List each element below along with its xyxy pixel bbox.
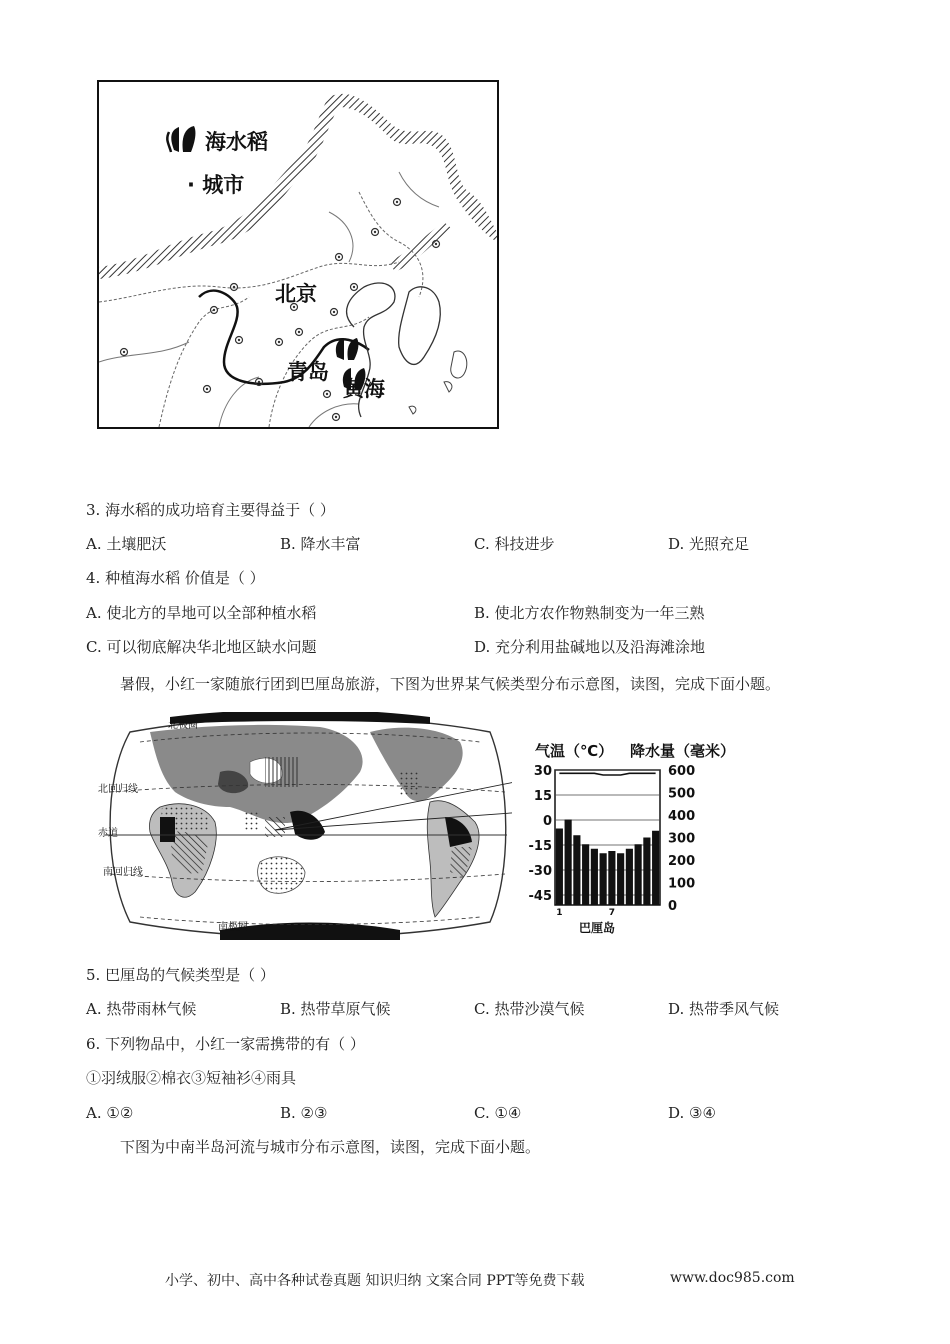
legend-rice-label: 海水稻	[205, 130, 268, 154]
climate-chart-plot	[525, 760, 755, 930]
precip-bar	[617, 853, 624, 905]
month-tick-label: 7	[608, 908, 616, 918]
q4-option-a[interactable]: A. 使北方的旱地可以全部种植水稻	[86, 604, 317, 622]
temp-axis-label: 气温（℃）	[535, 742, 614, 760]
temp-tick-label: -15	[528, 839, 552, 854]
temp-tick-label: 30	[533, 764, 552, 779]
q6-option-b[interactable]: B. ②③	[280, 1104, 328, 1122]
precip-bar	[565, 820, 572, 906]
q5-option-d[interactable]: D. 热带季风气候	[668, 1000, 780, 1018]
place-label: 巴厘岛	[579, 921, 616, 935]
label-yellow-sea: 黄海	[343, 377, 385, 401]
precip-tick-label: 100	[668, 876, 696, 892]
precip-bar	[608, 851, 615, 905]
label-north-polar: 北极圈	[168, 720, 198, 731]
q6-option-a[interactable]: A. ①②	[86, 1104, 134, 1122]
rice-legend-icon	[167, 126, 195, 152]
footer-url[interactable]: www.doc985.com	[670, 1270, 795, 1286]
precip-bar	[600, 853, 607, 905]
footer-text: 小学、初中、高中各种试卷真题 知识归纳 文案合同 PPT等免费下载	[165, 1273, 585, 1289]
q3-option-d[interactable]: D. 光照充足	[668, 535, 750, 553]
month-tick-label: 1	[556, 908, 563, 918]
china-rice-map	[97, 80, 499, 429]
question-5-stem: 5. 巴厘岛的气候类型是（ ）	[86, 966, 275, 984]
temp-tick-label: -30	[528, 864, 552, 879]
label-tropic-capricorn: 南回归线	[103, 867, 143, 878]
precip-bar	[652, 831, 659, 905]
label-equator: 赤道	[98, 828, 118, 839]
precip-tick-label: 400	[668, 809, 696, 824]
temp-tick-label: 0	[542, 814, 552, 829]
legend-city-text: 城市	[202, 173, 245, 197]
q5-option-b[interactable]: B. 热带草原气候	[280, 1000, 391, 1018]
precip-tick-label: 200	[668, 854, 696, 869]
question-6-stem: 6. 下列物品中，小红一家需携带的有（ ）	[86, 1035, 365, 1053]
q3-option-b[interactable]: B. 降水丰富	[280, 535, 361, 553]
legend-city-label: · 城市	[187, 173, 245, 197]
precip-bar	[626, 849, 633, 905]
question-4-stem: 4. 种植海水稻 价值是（ ）	[86, 569, 265, 587]
precip-tick-label: 600	[668, 764, 696, 779]
intro-indochina: 下图为中南半岛河流与城市分布示意图，读图，完成下面小题。	[120, 1138, 541, 1156]
q3-option-a[interactable]: A. 土壤肥沃	[86, 535, 167, 553]
precip-bar	[635, 844, 642, 905]
world-map-graphic	[100, 712, 512, 940]
label-tropic-cancer: 北回归线	[98, 784, 138, 795]
question-6-items: ①羽绒服②棉衣③短袖衫④雨具	[86, 1069, 297, 1087]
q5-option-c[interactable]: C. 热带沙漠气候	[474, 1000, 585, 1018]
question-3-stem: 3. 海水稻的成功培育主要得益于（ ）	[86, 501, 335, 519]
precip-bar	[643, 838, 650, 906]
precip-bar	[573, 835, 580, 905]
q4-option-c[interactable]: C. 可以彻底解决华北地区缺水问题	[86, 638, 317, 656]
precip-tick-label: 0	[668, 899, 678, 914]
q6-option-d[interactable]: D. ③④	[668, 1104, 716, 1122]
climate-chart	[525, 740, 755, 940]
q4-option-b[interactable]: B. 使北方农作物熟制变为一年三熟	[474, 604, 705, 622]
precip-tick-label: 300	[668, 831, 696, 847]
precip-bar	[582, 844, 589, 905]
precip-tick-label: 500	[668, 786, 696, 802]
temp-tick-label: -45	[528, 889, 552, 904]
q4-option-d[interactable]: D. 充分利用盐碱地以及沿海滩涂地	[474, 638, 706, 656]
q3-option-c[interactable]: C. 科技进步	[474, 535, 555, 553]
intro-bali: 暑假，小红一家随旅行团到巴厘岛旅游，下图为世界某气候类型分布示意图，读图，完成下面小题。	[120, 675, 781, 693]
label-south-polar: 南极圈	[218, 922, 248, 933]
world-climate-map	[100, 712, 512, 940]
label-qingdao: 青岛	[287, 360, 329, 384]
label-beijing: 北京	[275, 282, 317, 306]
precip-bar	[591, 849, 598, 905]
temp-tick-label: 15	[533, 789, 552, 804]
q5-option-a[interactable]: A. 热带雨林气候	[86, 1000, 197, 1018]
precip-axis-label: 降水量（毫米）	[630, 742, 736, 760]
precip-bar	[556, 829, 563, 906]
q6-option-c[interactable]: C. ①④	[474, 1104, 522, 1122]
